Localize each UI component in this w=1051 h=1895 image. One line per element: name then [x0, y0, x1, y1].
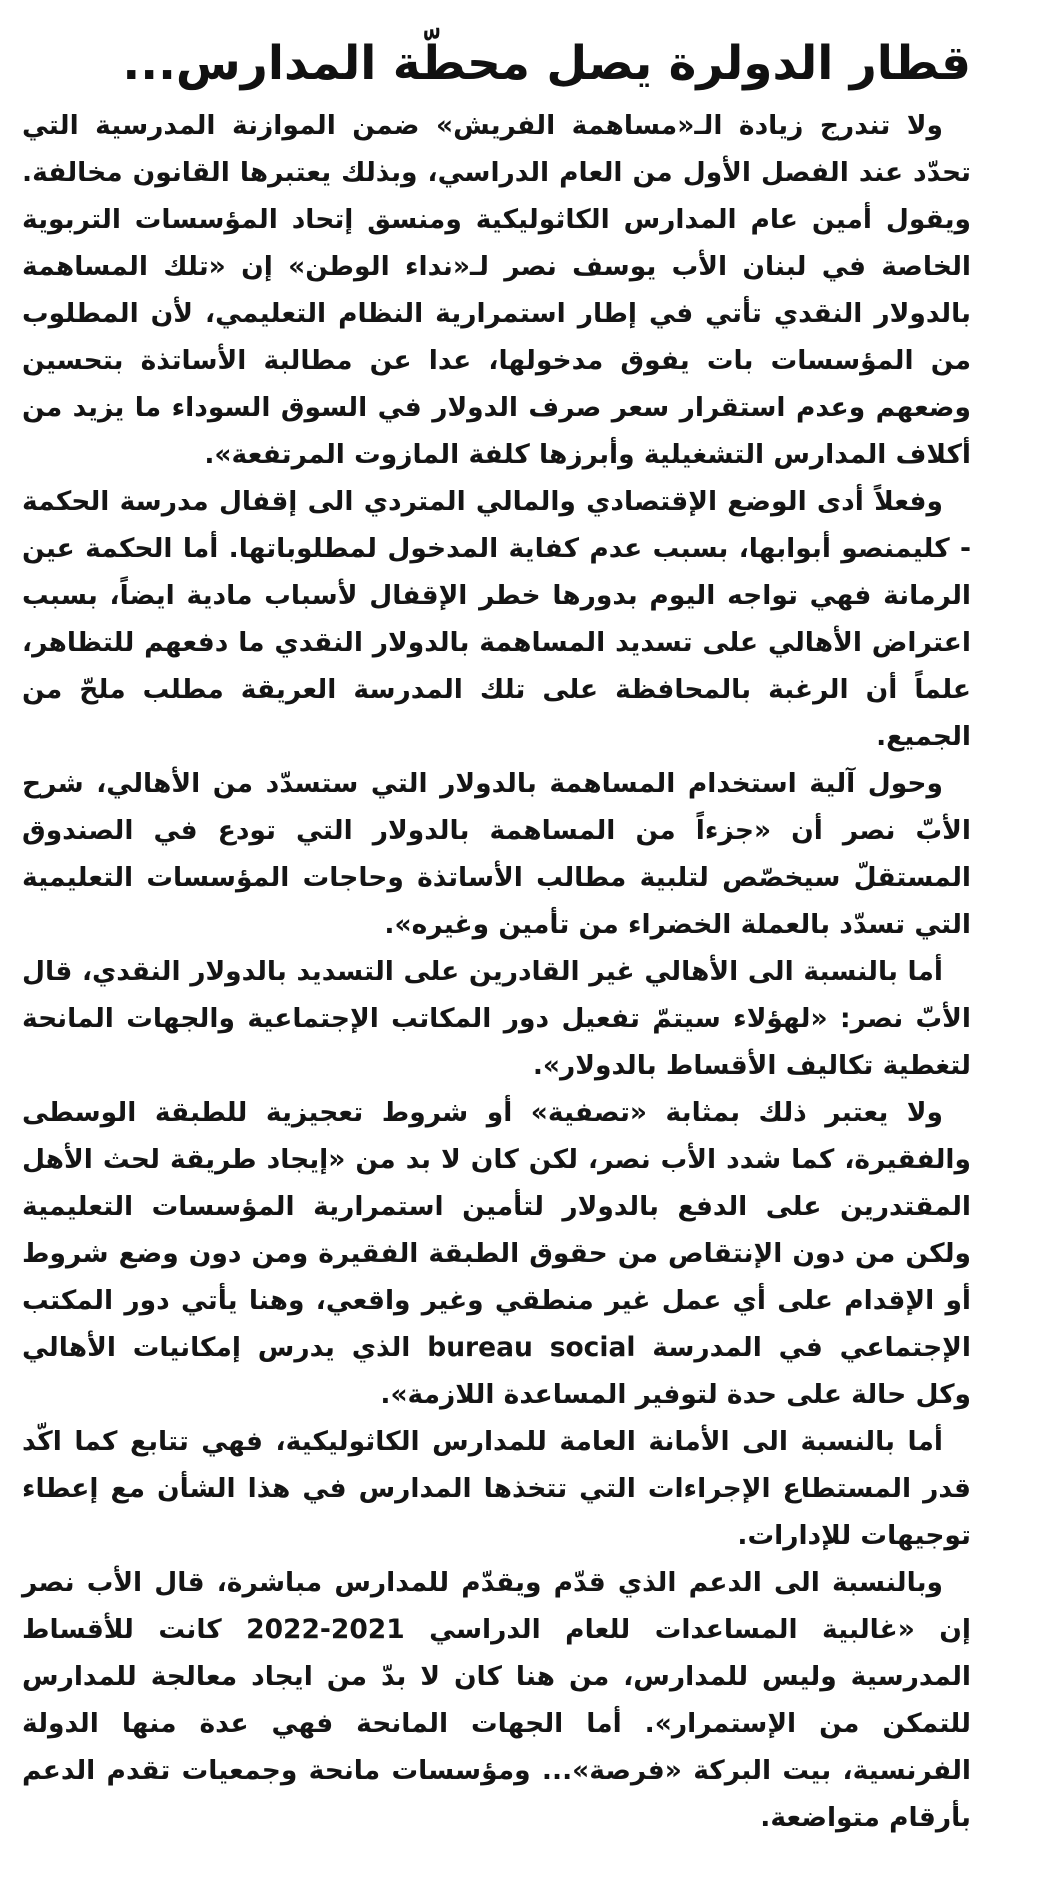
article-paragraph: وفعلاً أدى الوضع الإقتصادي والمالي المتردي الى إقفال مدرسة الحكمة - كليمنصو أبوابها، بسبب عدم كفاية المدخول لمطلوباتها. أما الحكمة عين الرمانة فهي تواجه اليوم بدورها خطر الإقفال لأسباب مادية ايضاً، بسبب اعتراض الأهالي على تسديد المساهمة بالدولار النقدي ما دفعهم للتظاهر، علماً أن الرغبة بالمحافظة على تلك المدرسة العريقة مطلب ملحّ من الجميع.	[22, 486, 971, 752]
article-paragraph: وبالنسبة الى الدعم الذي قدّم ويقدّم للمدارس مباشرة، قال الأب نصر إن «غالبية المساعدات للعام الدراسي 2021-2022 كانت للأقساط المدرسية وليس للمدارس، من هنا كان لا بدّ من ايجاد معالجة للمدارس للتمكن من الإستمرار». أما الجهات المانحة فهي عدة منها الدولة الفرنسية، بيت البركة «فرصة»... ومؤسسات مانحة وجمعيات تقدم الدعم بأرقام متواضعة.	[22, 1567, 971, 1833]
article-headline: قطار الدولرة يصل محطّة المدارس...	[122, 36, 971, 91]
article-paragraph: أما بالنسبة الى الأهالي غير القادرين على التسديد بالدولار النقدي، قال الأبّ نصر: «لهؤلاء سيتمّ تفعيل دور المكاتب الإجتماعية والجهات المانحة لتغطية تكاليف الأقساط بالدولار».	[22, 956, 971, 1081]
article-paragraph: أما بالنسبة الى الأمانة العامة للمدارس الكاثوليكية، فهي تتابع كما اكّد قدر المستطاع الإجراءات التي تتخذها المدارس في هذا الشأن مع إعطاء توجيهات للإدارات.	[22, 1426, 971, 1551]
article-paragraph: وحول آلية استخدام المساهمة بالدولار التي ستسدّد من الأهالي، شرح الأبّ نصر أن «جزءاً من المساهمة بالدولار التي تودع في الصندوق المستقلّ سيخصّص لتلبية مطالب الأساتذة وحاجات المؤسسات التعليمية التي تسدّد بالعملة الخضراء من تأمين وغيره».	[22, 768, 971, 940]
article-paragraph: ولا تندرج زيادة الـ«مساهمة الفريش» ضمن الموازنة المدرسية التي تحدّد عند الفصل الأول من العام الدراسي، وبذلك يعتبرها القانون مخالفة. ويقول أمين عام المدارس الكاثوليكية ومنسق إتحاد المؤسسات التربوية الخاصة في لبنان الأب يوسف نصر لـ«نداء الوطن» إن «تلك المساهمة بالدولار النقدي تأتي في إطار استمرارية النظام التعليمي، لأن المطلوب من المؤسسات بات يفوق مدخولها، عدا عن مطالبة الأساتذة بتحسين وضعهم وعدم استقرار سعر صرف الدولار في السوق السوداء ما يزيد من أكلاف المدارس التشغيلية وأبرزها كلفة المازوت المرتفعة».	[22, 110, 971, 470]
article-paragraph: ولا يعتبر ذلك بمثابة «تصفية» أو شروط تعجيزية للطبقة الوسطى والفقيرة، كما شدد الأب نصر، لكن كان لا بد من «إيجاد طريقة لحث الأهل المقتدرين على الدفع بالدولار لتأمين استمرارية المؤسسات التعليمية ولكن من دون الإنتقاص من حقوق الطبقة الفقيرة ومن دون وضع شروط أو الإقدام على أي عمل غير منطقي وغير واقعي، وهنا يأتي دور المكتب الإجتماعي في المدرسة bureau social الذي يدرس إمكانيات الأهالي وكل حالة على حدة لتوفير المساعدة اللازمة».	[22, 1097, 972, 1410]
